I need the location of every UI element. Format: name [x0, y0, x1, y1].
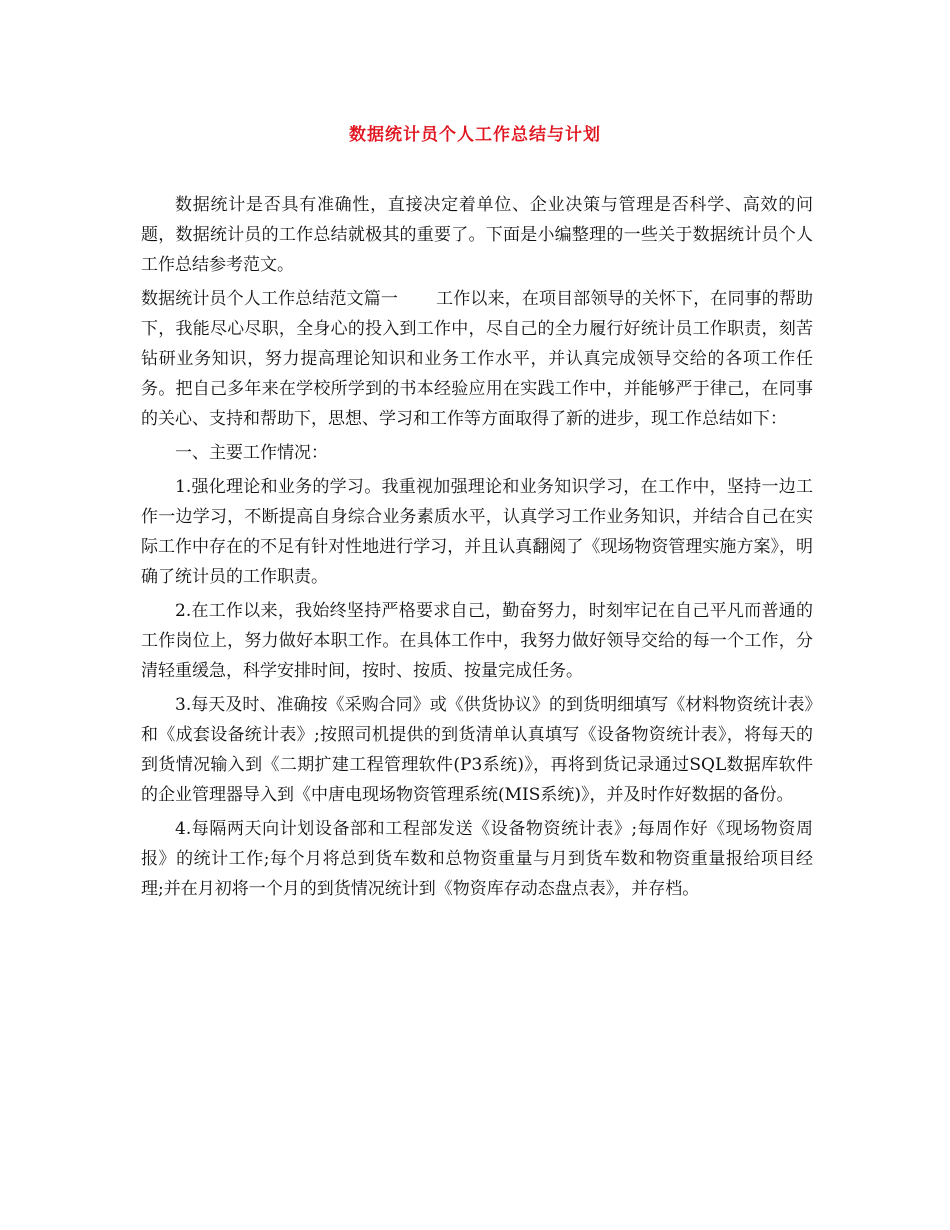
list-item: 3.每天及时、准确按《采购合同》或《供货协议》的到货明细填写《材料物资统计表》和《成套设备统计表》;按照司机提供的到货清单认真填写《设备物资统计表》，将每天的到货情况输入到《二期扩建工程管理软件(P3系统)》，再将到货记录通过SQL数据库软件的企业管理器导入到《中唐电现场物资管理系统(MIS系统)》，并及时作好数据的备份。 — [141, 695, 813, 805]
list-item: 2.在工作以来，我始终坚持严格要求自己，勤奋努力，时刻牢记在自己平凡而普通的工作岗位上，努力做好本职工作。在具体工作中，我努力做好领导交给的每一个工作，分清轻重缓急，科学安排时间，按时、按质、按量完成任务。 — [141, 601, 813, 681]
list-item: 1.强化理论和业务的学习。我重视加强理论和业务知识学习，在工作中，坚持一边工作一边学习，不断提高自身综合业务素质水平，认真学习工作业务知识，并结合自己在实际工作中存在的不足有针对性地进行学习，并且认真翻阅了《现场物资管理实施方案》，明确了统计员的工作职责。 — [141, 477, 813, 587]
section-heading: 数据统计员个人工作总结范文篇一 — [141, 289, 399, 309]
section-intro-text: 工作以来，在项目部领导的关怀下，在同事的帮助下，我能尽心尽职，全身心的投入到工作中，尽自己的全力履行好统计员工作职责，刻苦钻研业务知识，努力提高理论知识和业务工作水平，并认真完成领导交给的各项工作任务。把自己多年来在学校所学到的书本经验应用在实践工作中，并能够严于律己，在同事的关心、支持和帮助下，思想、学习和工作等方面取得了新的进步，现工作总结如下： — [141, 289, 814, 429]
list-item: 4.每隔两天向计划设备部和工程部发送《设备物资统计表》;每周作好《现场物资周报》的统计工作;每个月将总到货车数和总物资重量与月到货车数和物资重量报给项目经理;并在月初将一个月的到货情况统计到《物资库存动态盘点表》，并存档。 — [141, 819, 813, 899]
intro-paragraph: 数据统计是否具有准确性，直接决定着单位、企业决策与管理是否科学、高效的问题，数据统计员的工作总结就极其的重要了。下面是小编整理的一些关于数据统计员个人工作总结参考范文。 — [141, 195, 813, 275]
section-paragraph — [141, 284, 813, 434]
document-title: 数据统计员个人工作总结与计划 — [349, 125, 601, 145]
document-body — [141, 190, 813, 908]
sub-heading: 一、主要工作情况： — [175, 443, 328, 463]
